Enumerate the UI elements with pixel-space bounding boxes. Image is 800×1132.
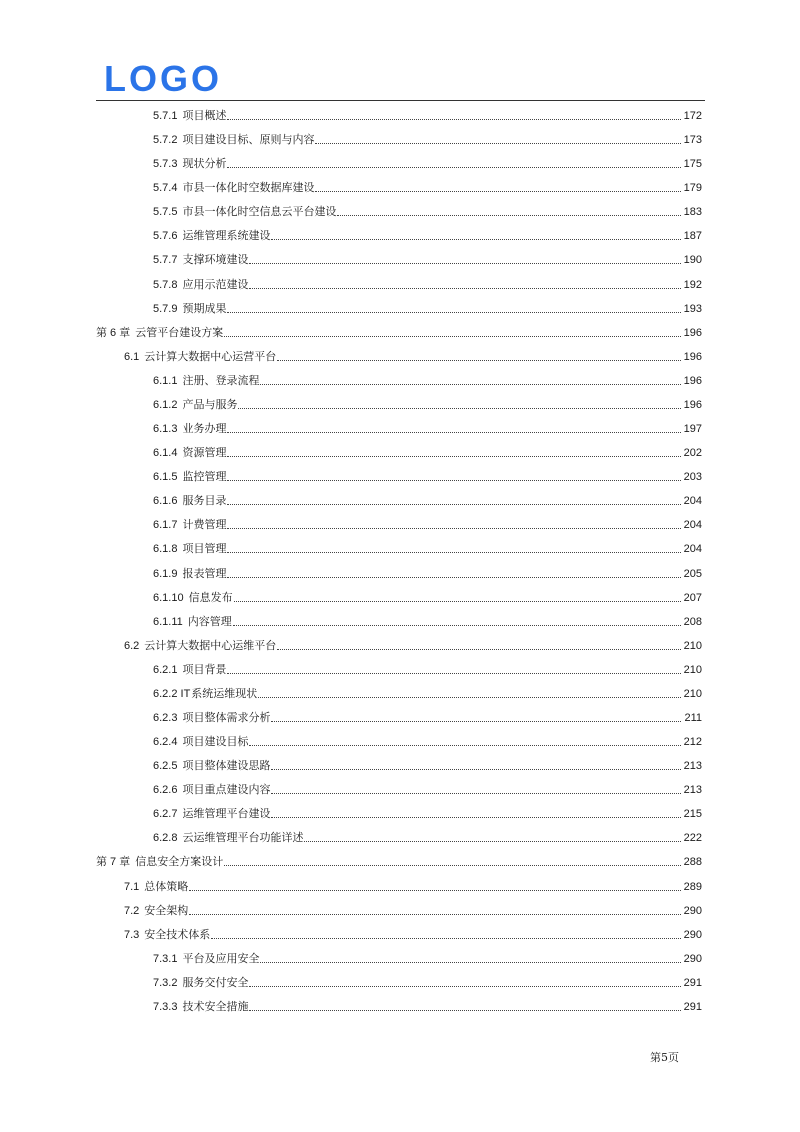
toc-entry-label bbox=[153, 711, 270, 725]
toc-entry-page: 196 bbox=[683, 350, 702, 363]
toc-entry-page: 210 bbox=[683, 687, 702, 700]
toc-entry-title: 注册、登录流程 bbox=[182, 373, 260, 387]
toc-entry-page: 289 bbox=[683, 880, 702, 893]
toc-entry-number: 7.2 bbox=[124, 904, 140, 917]
toc-entry-number: 第 6 章 bbox=[96, 326, 131, 339]
toc-entry-label bbox=[153, 446, 226, 460]
toc-entry-label bbox=[153, 181, 314, 195]
toc-dot-leader bbox=[227, 672, 681, 674]
toc-entry[interactable] bbox=[153, 175, 702, 195]
toc-entry-label bbox=[153, 807, 270, 821]
toc-entry-number: 6.2.5 bbox=[153, 760, 178, 773]
toc-dot-leader bbox=[227, 118, 681, 120]
toc-entry-label bbox=[153, 278, 248, 292]
toc-entry[interactable] bbox=[153, 392, 702, 412]
toc-dot-leader bbox=[227, 311, 681, 313]
toc-entry-label bbox=[124, 350, 276, 364]
toc-dot-leader bbox=[227, 551, 681, 553]
toc-dot-leader bbox=[337, 214, 681, 216]
page-number: 第5页 bbox=[650, 1051, 679, 1064]
toc-dot-leader bbox=[249, 262, 681, 264]
toc-entry-label bbox=[153, 494, 226, 508]
toc-entry[interactable] bbox=[153, 488, 702, 508]
toc-entry-number: 6.2.3 bbox=[153, 712, 178, 724]
toc-entry-label bbox=[153, 109, 226, 123]
toc-entry-title: 安全架构 bbox=[144, 903, 189, 917]
toc-entry-label bbox=[153, 542, 226, 556]
toc-entry-page: 190 bbox=[683, 254, 702, 267]
toc-entry-number: 6.2 bbox=[124, 639, 140, 652]
toc-entry[interactable] bbox=[124, 922, 702, 942]
toc-dot-leader bbox=[304, 840, 681, 842]
toc-entry-page: 204 bbox=[683, 495, 702, 508]
toc-entry[interactable] bbox=[153, 994, 702, 1014]
toc-entry-label bbox=[153, 374, 259, 388]
toc-entry[interactable] bbox=[153, 777, 702, 797]
toc-entry-title: 项目重点建设内容 bbox=[182, 783, 271, 797]
toc-entry-title: 服务目录 bbox=[182, 494, 227, 508]
toc-dot-leader bbox=[227, 503, 681, 505]
toc-entry[interactable] bbox=[153, 681, 702, 701]
toc-entry[interactable] bbox=[124, 898, 702, 918]
toc-entry-number: 6.2.6 bbox=[153, 784, 178, 797]
toc-entry-page: 173 bbox=[683, 134, 702, 147]
toc-entry-title: 应用示范建设 bbox=[182, 277, 249, 291]
toc-entry-title: 预期成果 bbox=[182, 301, 227, 315]
toc-entry-number: 6.1.5 bbox=[153, 471, 178, 484]
toc-entry-label bbox=[153, 952, 259, 966]
toc-dot-leader bbox=[271, 238, 681, 240]
toc-entry-page: 187 bbox=[683, 230, 702, 243]
toc-entry-page: 203 bbox=[683, 471, 702, 484]
toc-entry-page: 204 bbox=[683, 543, 702, 556]
toc-entry-page: 291 bbox=[683, 1000, 702, 1013]
toc-entry[interactable] bbox=[153, 729, 702, 749]
toc-entry-title: 总体策略 bbox=[144, 879, 189, 893]
toc-entry-label bbox=[153, 302, 226, 316]
toc-entry-number: 6.1.3 bbox=[153, 423, 178, 436]
toc-entry-label bbox=[153, 567, 226, 581]
toc-entry-number: 5.7.2 bbox=[153, 134, 178, 147]
toc-entry-label bbox=[124, 928, 210, 942]
toc-dot-leader bbox=[227, 527, 681, 529]
toc-entry[interactable] bbox=[153, 416, 702, 436]
toc-entry-title: 市县一体化时空信息云平台建设 bbox=[182, 205, 337, 219]
toc-entry-title: 项目整体建设思路 bbox=[182, 759, 271, 773]
toc-entry-number: 6.2.7 bbox=[153, 808, 178, 821]
toc-entry-number: 5.7.7 bbox=[153, 254, 178, 267]
toc-dot-leader bbox=[271, 720, 681, 722]
toc-entry-title: 云计算大数据中心运营平台 bbox=[144, 349, 277, 363]
toc-entry-number: 7.3.3 bbox=[153, 1000, 178, 1013]
toc-entry-page: 192 bbox=[683, 278, 702, 291]
toc-dot-leader bbox=[211, 937, 681, 939]
toc-dot-leader bbox=[249, 1009, 681, 1011]
toc-dot-leader bbox=[271, 816, 681, 818]
toc-entry-label bbox=[153, 591, 233, 605]
toc-entry-page: 291 bbox=[683, 976, 702, 989]
toc-entry-label bbox=[153, 398, 237, 412]
toc-entry[interactable] bbox=[153, 103, 702, 123]
toc-entry-title: 信息发布 bbox=[188, 590, 233, 604]
toc-dot-leader bbox=[277, 359, 681, 361]
toc-entry-label bbox=[153, 1000, 248, 1014]
toc-entry-label bbox=[153, 615, 232, 629]
toc-dot-leader bbox=[227, 166, 681, 168]
toc-entry-title: 服务交付安全 bbox=[182, 975, 249, 989]
toc-entry[interactable] bbox=[124, 633, 702, 653]
toc-dot-leader bbox=[249, 287, 681, 289]
toc-entry-label bbox=[96, 326, 223, 340]
toc-dot-leader bbox=[249, 744, 681, 746]
toc-entry-page: 205 bbox=[683, 567, 702, 580]
toc-entry-page: 196 bbox=[683, 374, 702, 387]
toc-entry-label bbox=[153, 253, 248, 267]
toc-entry-page: 215 bbox=[683, 808, 702, 821]
toc-entry[interactable] bbox=[153, 464, 702, 484]
toc-entry[interactable] bbox=[153, 247, 702, 267]
toc-entry-label bbox=[153, 735, 248, 749]
toc-entry[interactable] bbox=[153, 970, 702, 990]
toc-entry-page: 290 bbox=[683, 928, 702, 941]
toc-entry-number: 6.2.8 bbox=[153, 832, 178, 845]
toc-entry-label bbox=[153, 470, 226, 484]
toc-entry[interactable] bbox=[153, 272, 702, 292]
toc-entry[interactable] bbox=[153, 296, 702, 316]
toc-entry-number: 6.1.11 bbox=[153, 615, 183, 628]
toc-entry-page: 179 bbox=[683, 182, 702, 195]
toc-dot-leader bbox=[277, 648, 681, 650]
toc-entry-page: 172 bbox=[683, 110, 702, 122]
toc-entry[interactable] bbox=[153, 705, 702, 725]
toc-entry-number: 6.2.2 IT bbox=[153, 687, 191, 700]
toc-entry-label bbox=[153, 157, 226, 171]
header-divider bbox=[96, 100, 705, 101]
toc-entry-page: 204 bbox=[683, 519, 702, 532]
toc-entry[interactable] bbox=[153, 585, 702, 605]
toc-entry-number: 6.1.1 bbox=[153, 374, 178, 387]
toc-entry-title: 云运维管理平台功能详述 bbox=[182, 831, 304, 845]
toc-dot-leader bbox=[189, 889, 681, 891]
toc-dot-leader bbox=[271, 792, 681, 794]
toc-entry-title: 支撑环境建设 bbox=[182, 253, 249, 267]
toc-entry-title: 系统运维现状 bbox=[191, 686, 258, 700]
toc-entry-number: 5.7.1 bbox=[153, 110, 178, 122]
toc-dot-leader bbox=[249, 985, 681, 987]
toc-entry-title: 项目建设目标 bbox=[182, 735, 249, 749]
toc-entry[interactable] bbox=[153, 440, 702, 460]
toc-entry-title: 运维管理系统建设 bbox=[182, 229, 271, 243]
toc-entry-number: 6.1.7 bbox=[153, 519, 178, 532]
toc-entry-page: 210 bbox=[683, 639, 702, 652]
toc-dot-leader bbox=[227, 576, 681, 578]
toc-dot-leader bbox=[315, 190, 681, 192]
toc-entry[interactable] bbox=[124, 344, 702, 364]
toc-entry-title: 安全技术体系 bbox=[144, 927, 211, 941]
toc-entry-number: 第 7 章 bbox=[96, 856, 131, 869]
toc-entry-number: 6.1.2 bbox=[153, 398, 178, 411]
toc-entry[interactable] bbox=[153, 561, 702, 581]
toc-entry-number: 7.3.2 bbox=[153, 976, 178, 989]
toc-entry[interactable] bbox=[96, 849, 702, 869]
toc-entry-label bbox=[124, 880, 188, 894]
toc-entry-number: 5.7.5 bbox=[153, 206, 178, 219]
toc-dot-leader bbox=[315, 142, 681, 144]
toc-entry-label bbox=[153, 133, 314, 147]
toc-entry-title: 云管平台建设方案 bbox=[135, 325, 224, 339]
toc-entry-label bbox=[153, 518, 226, 532]
toc-entry-label bbox=[153, 976, 248, 990]
toc-dot-leader bbox=[233, 624, 681, 626]
toc-entry-title: 项目管理 bbox=[182, 542, 227, 556]
toc-entry[interactable] bbox=[153, 223, 702, 243]
toc-entry-number: 6.1.9 bbox=[153, 567, 178, 580]
toc-entry-number: 6.1.4 bbox=[153, 447, 178, 460]
toc-entry-title: 市县一体化时空数据库建设 bbox=[182, 181, 315, 195]
toc-entry-number: 6.2.1 bbox=[153, 663, 178, 676]
toc-entry[interactable] bbox=[153, 368, 702, 388]
toc-entry-page: 212 bbox=[683, 736, 702, 749]
toc-entry[interactable] bbox=[153, 825, 702, 845]
toc-entry-title: 项目建设目标、原则与内容 bbox=[182, 133, 315, 147]
toc-entry-title: 资源管理 bbox=[182, 446, 227, 460]
toc-dot-leader bbox=[238, 407, 681, 409]
toc-entry[interactable] bbox=[153, 657, 702, 677]
toc-entry-number: 6.1 bbox=[124, 350, 140, 363]
toc-dot-leader bbox=[224, 864, 681, 866]
toc-entry-label bbox=[153, 783, 270, 797]
toc-entry-number: 5.7.3 bbox=[153, 158, 178, 171]
toc-entry-title: 内容管理 bbox=[187, 614, 232, 628]
toc-entry-title: 云计算大数据中心运维平台 bbox=[144, 638, 277, 652]
toc-entry[interactable] bbox=[153, 609, 702, 629]
toc-entry-title: 现状分析 bbox=[182, 157, 227, 171]
toc-entry-label bbox=[124, 904, 188, 918]
toc-entry-label bbox=[124, 639, 276, 653]
toc-entry-number: 5.7.4 bbox=[153, 182, 178, 195]
toc-entry-label bbox=[153, 759, 270, 773]
toc-dot-leader bbox=[260, 961, 681, 963]
toc-dot-leader bbox=[227, 479, 681, 481]
toc-dot-leader bbox=[224, 335, 681, 337]
toc-entry-title: 运维管理平台建设 bbox=[182, 807, 271, 821]
toc-entry-number: 6.1.6 bbox=[153, 495, 178, 508]
toc-dot-leader bbox=[258, 696, 681, 698]
toc-entry-page: 196 bbox=[683, 326, 702, 339]
toc-entry-page: 213 bbox=[683, 760, 702, 773]
toc-entry[interactable] bbox=[153, 946, 702, 966]
toc-entry[interactable] bbox=[124, 874, 702, 894]
toc-entry-page: 288 bbox=[683, 856, 702, 869]
toc-entry-title: 产品与服务 bbox=[182, 397, 238, 411]
toc-entry-number: 6.2.4 bbox=[153, 736, 178, 749]
toc-entry-title: 信息安全方案设计 bbox=[135, 855, 224, 869]
toc-entry-number: 5.7.6 bbox=[153, 230, 178, 243]
toc-entry-page: 202 bbox=[683, 447, 702, 460]
toc-entry-number: 6.1.8 bbox=[153, 543, 178, 556]
toc-entry[interactable] bbox=[153, 536, 702, 556]
toc-entry-page: 290 bbox=[683, 952, 702, 965]
toc-entry-title: 项目背景 bbox=[182, 662, 227, 676]
toc-entry[interactable] bbox=[153, 512, 702, 532]
toc-entry[interactable] bbox=[153, 801, 702, 821]
toc-entry-page: 208 bbox=[683, 615, 702, 628]
toc-entry-page: 222 bbox=[683, 832, 702, 845]
toc-entry-label bbox=[153, 205, 336, 219]
toc-dot-leader bbox=[227, 455, 681, 457]
toc-entry-page: 213 bbox=[683, 784, 702, 797]
toc-entry-number: 7.3 bbox=[124, 928, 140, 941]
toc-entry-number: 7.3.1 bbox=[153, 952, 178, 965]
toc-entry-label bbox=[153, 831, 303, 845]
toc-dot-leader bbox=[189, 913, 681, 915]
toc-entry-title: 技术安全措施 bbox=[182, 999, 249, 1013]
toc-entry-number: 7.1 bbox=[124, 880, 140, 893]
toc-entry-page: 175 bbox=[683, 158, 702, 171]
toc-dot-leader bbox=[234, 600, 681, 602]
toc-entry-title: 平台及应用安全 bbox=[182, 951, 260, 965]
toc-entry-title: 计费管理 bbox=[182, 518, 227, 532]
toc-entry-label bbox=[153, 422, 226, 436]
toc-entry-label bbox=[153, 229, 270, 243]
toc-entry-title: 业务办理 bbox=[182, 422, 227, 436]
toc-entry-page: 196 bbox=[683, 398, 702, 411]
logo: LOGO bbox=[104, 58, 222, 99]
toc-entry-label bbox=[153, 663, 226, 677]
toc-entry[interactable] bbox=[153, 151, 702, 171]
toc-dot-leader bbox=[260, 383, 681, 385]
toc-entry-page: 183 bbox=[683, 206, 702, 219]
toc-entry-page: 197 bbox=[683, 423, 702, 436]
toc-entry[interactable] bbox=[153, 199, 702, 219]
toc-entry-title: 监控管理 bbox=[182, 470, 227, 484]
toc-entry-number: 5.7.9 bbox=[153, 302, 178, 315]
toc-entry[interactable] bbox=[96, 320, 702, 340]
toc-entry-title: 项目概述 bbox=[182, 109, 227, 122]
toc-entry-title: 报表管理 bbox=[182, 566, 227, 580]
toc-entry-number: 5.7.8 bbox=[153, 278, 178, 291]
toc-entry-title: 项目整体需求分析 bbox=[182, 711, 271, 724]
toc-entry[interactable] bbox=[153, 127, 702, 147]
toc-entry-page: 193 bbox=[683, 302, 702, 315]
toc-entry-page: 290 bbox=[683, 904, 702, 917]
toc-entry-page: 211 bbox=[684, 712, 702, 724]
toc-entry-number: 6.1.10 bbox=[153, 591, 184, 604]
toc-entry-label bbox=[96, 855, 223, 869]
toc-dot-leader bbox=[227, 431, 681, 433]
toc-entry-page: 210 bbox=[683, 663, 702, 676]
toc-entry-page: 207 bbox=[683, 591, 702, 604]
toc-dot-leader bbox=[271, 768, 681, 770]
toc-entry[interactable] bbox=[153, 753, 702, 773]
toc-entry-label bbox=[153, 687, 257, 701]
